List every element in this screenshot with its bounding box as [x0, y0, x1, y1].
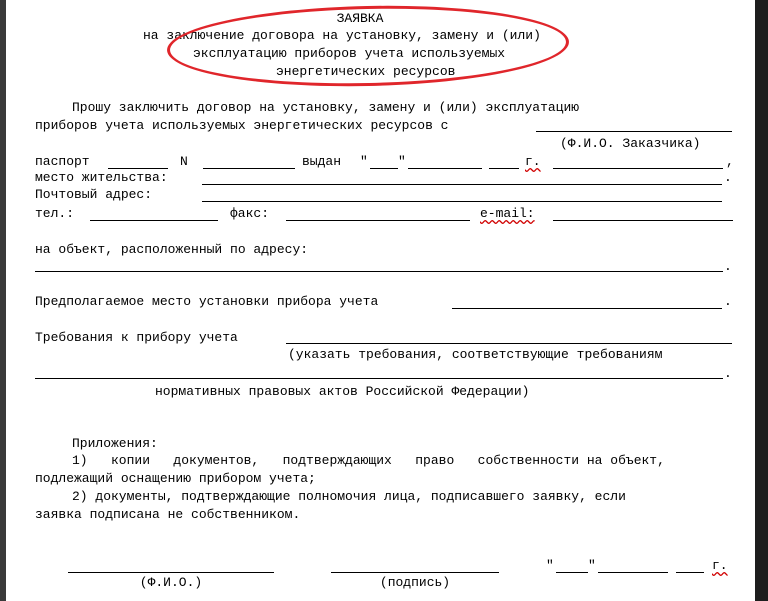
passport-year-field[interactable] — [489, 168, 519, 169]
requirements-label: Требования к прибору учета — [35, 330, 238, 345]
title-line-4: энергетических ресурсов — [276, 64, 456, 79]
attachment-1-line-2: подлежащий оснащению прибором учета; — [35, 471, 316, 486]
attachment-2-line-2: заявка подписана не собственником. — [35, 507, 301, 522]
customer-name-field[interactable] — [536, 131, 732, 132]
object-address-field[interactable] — [35, 271, 723, 272]
signature-name-field[interactable] — [68, 572, 274, 573]
signature-sign-field[interactable] — [331, 572, 499, 573]
passport-comma: , — [726, 154, 734, 169]
passport-series-field[interactable] — [108, 168, 168, 169]
signature-year-label: г. — [712, 558, 728, 573]
fax-label: факс: — [230, 206, 270, 221]
placement-end-dot: . — [724, 294, 732, 309]
signature-day-field[interactable] — [556, 572, 588, 573]
signature-month-field[interactable] — [598, 572, 668, 573]
passport-number-label: N — [180, 154, 188, 169]
requirements-field-1[interactable] — [286, 343, 732, 344]
signature-date-quote-open: " — [546, 558, 554, 573]
requirements-caption-1: (указать требования, соответствующие требованиям — [288, 347, 663, 362]
requirements-caption-2: нормативных правовых актов Российской Федерации) — [155, 384, 530, 399]
residence-end-dot: . — [724, 170, 732, 185]
attachment-2-line-1: 2) документы, подтверждающие полномочия лица, подписавшего заявку, если — [72, 489, 626, 504]
signature-date-quote-close: " — [588, 558, 596, 573]
left-edge-strip — [0, 0, 6, 601]
passport-year-label: г. — [525, 154, 541, 169]
residence-label: место жительства: — [35, 170, 168, 185]
signature-year-field[interactable] — [676, 572, 704, 573]
signature-sign-caption: (подпись) — [379, 575, 451, 590]
title-line-2: на заключение договора на установку, замену и (или) — [143, 28, 541, 43]
passport-day-field[interactable] — [370, 168, 398, 169]
passport-issued-label: выдан — [302, 154, 342, 169]
object-address-end-dot: . — [724, 259, 732, 274]
postal-address-field[interactable] — [202, 201, 722, 202]
requirements-end-dot: . — [724, 366, 732, 381]
title-line-3: эксплуатацию приборов учета используемых — [193, 46, 506, 61]
intro-line-1: Прошу заключить договор на установку, замену и (или) эксплуатацию — [72, 100, 580, 115]
passport-date-quote-open: " — [360, 154, 368, 169]
email-field[interactable] — [553, 220, 733, 221]
passport-number-field[interactable] — [203, 168, 295, 169]
document-title: ЗАЯВКА — [336, 11, 384, 26]
object-address-label: на объект, расположенный по адресу: — [35, 242, 309, 257]
phone-label: тел.: — [35, 206, 75, 221]
placement-field[interactable] — [452, 308, 722, 309]
attachments-title: Приложения: — [72, 436, 158, 451]
email-label-text: e-mail: — [480, 206, 535, 221]
fax-field[interactable] — [286, 220, 470, 221]
attachment-1-line-1: 1) копии документов, подтверждающих право собственности на объект, — [72, 453, 665, 468]
passport-label: паспорт — [35, 154, 90, 169]
placement-label: Предполагаемое место установки прибора учета — [35, 294, 379, 309]
residence-field[interactable] — [202, 184, 722, 185]
signature-name-caption: (Ф.И.О.) — [139, 575, 203, 590]
postal-address-label: Почтовый адрес: — [35, 187, 153, 202]
right-edge-strip — [755, 0, 768, 601]
intro-line-2: приборов учета используемых энергетических ресурсов с — [35, 118, 449, 133]
requirements-field-2[interactable] — [35, 378, 723, 379]
passport-issuer-field[interactable] — [553, 168, 723, 169]
email-label — [480, 206, 535, 221]
customer-name-caption: (Ф.И.О. Заказчика) — [560, 136, 701, 151]
passport-month-field[interactable] — [408, 168, 482, 169]
phone-field[interactable] — [90, 220, 218, 221]
passport-date-quote-close: " — [398, 154, 406, 169]
